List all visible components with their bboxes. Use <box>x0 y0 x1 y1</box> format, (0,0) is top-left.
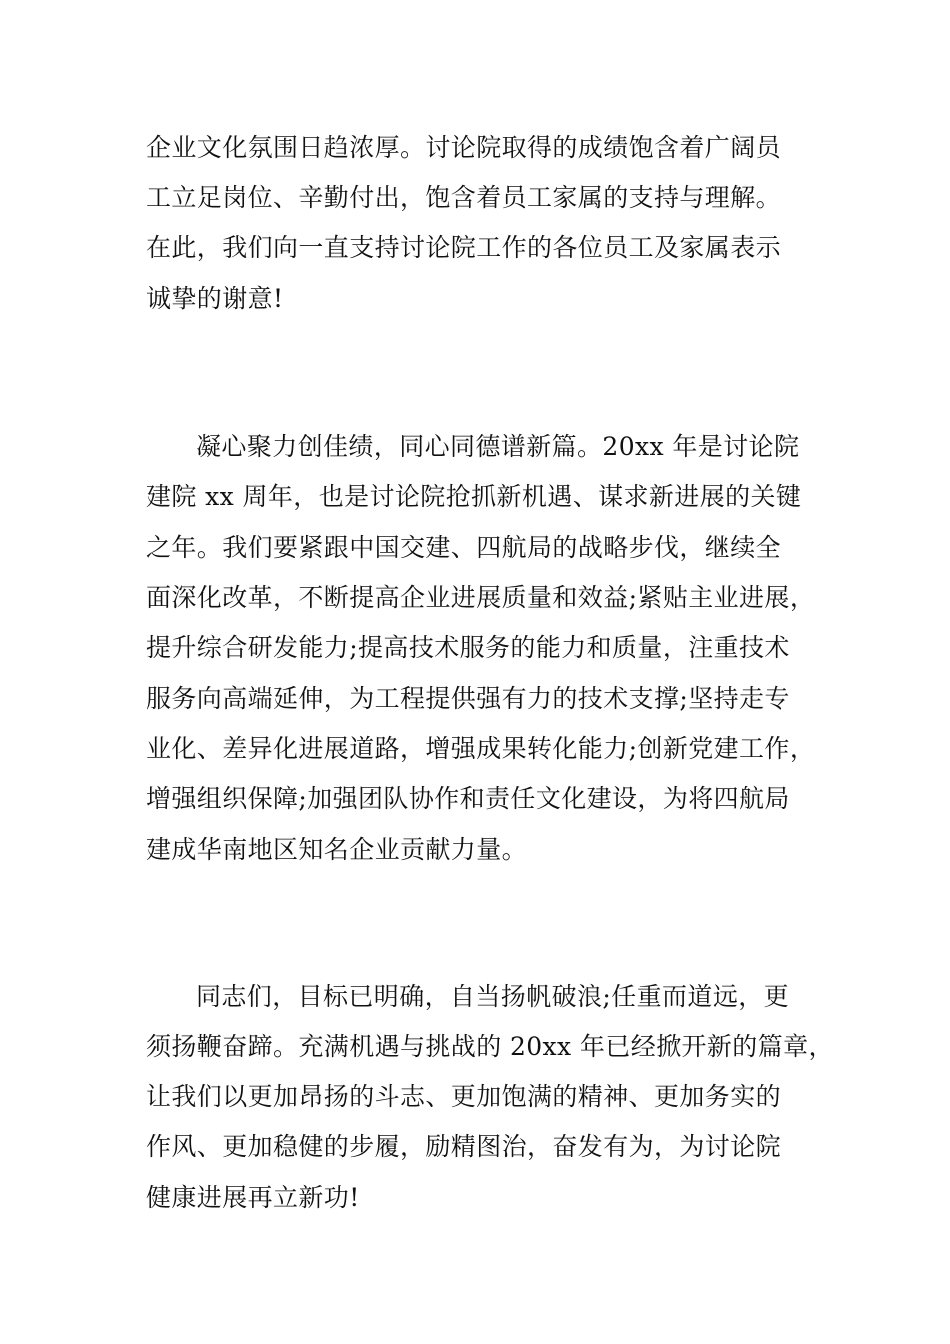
text-line: 工立足岗位、辛勤付出，饱含着员工家属的支持与理解。 <box>146 183 782 212</box>
text-line: 之年。我们要紧跟中国交建、四航局的战略步伐，继续全 <box>146 533 782 562</box>
text-line: 在此，我们向一直支持讨论院工作的各位员工及家属表示 <box>146 233 782 262</box>
text-line: 提升综合研发能力;提高技术服务的能力和质量，注重技术 <box>146 633 790 662</box>
text-line: 增强组织保障;加强团队协作和责任文化建设，为将四航局 <box>146 784 790 813</box>
text-line: 凝心聚力创佳绩，同心同德谱新篇。20xx 年是讨论院 <box>196 432 800 461</box>
text-line: 服务向高端延伸，为工程提供强有力的技术支撑;坚持走专 <box>146 684 790 713</box>
text-line: 同志们，目标已明确，自当扬帆破浪;任重而道远，更 <box>196 982 790 1011</box>
text-line: 让我们以更加昂扬的斗志、更加饱满的精神、更加务实的 <box>146 1082 782 1111</box>
text-line: 作风、更加稳健的步履，励精图治，奋发有为，为讨论院 <box>146 1132 782 1161</box>
text-line: 企业文化氛围日趋浓厚。讨论院取得的成绩饱含着广阔员 <box>146 133 782 162</box>
text-line: 诚挚的谢意! <box>146 284 284 313</box>
text-line: 建院 xx 周年，也是讨论院抢抓新机遇、谋求新进展的关键 <box>146 482 802 511</box>
text-line: 健康进展再立新功! <box>146 1183 360 1212</box>
text-line: 业化、差异化进展道路，增强成果转化能力;创新党建工作， <box>146 734 816 763</box>
text-line: 须扬鞭奋蹄。充满机遇与挑战的 20xx 年已经掀开新的篇章， <box>146 1032 834 1061</box>
text-line: 面深化改革，不断提高企业进展质量和效益;紧贴主业进展， <box>146 583 816 612</box>
text-line: 建成华南地区知名企业贡献力量。 <box>146 835 528 864</box>
